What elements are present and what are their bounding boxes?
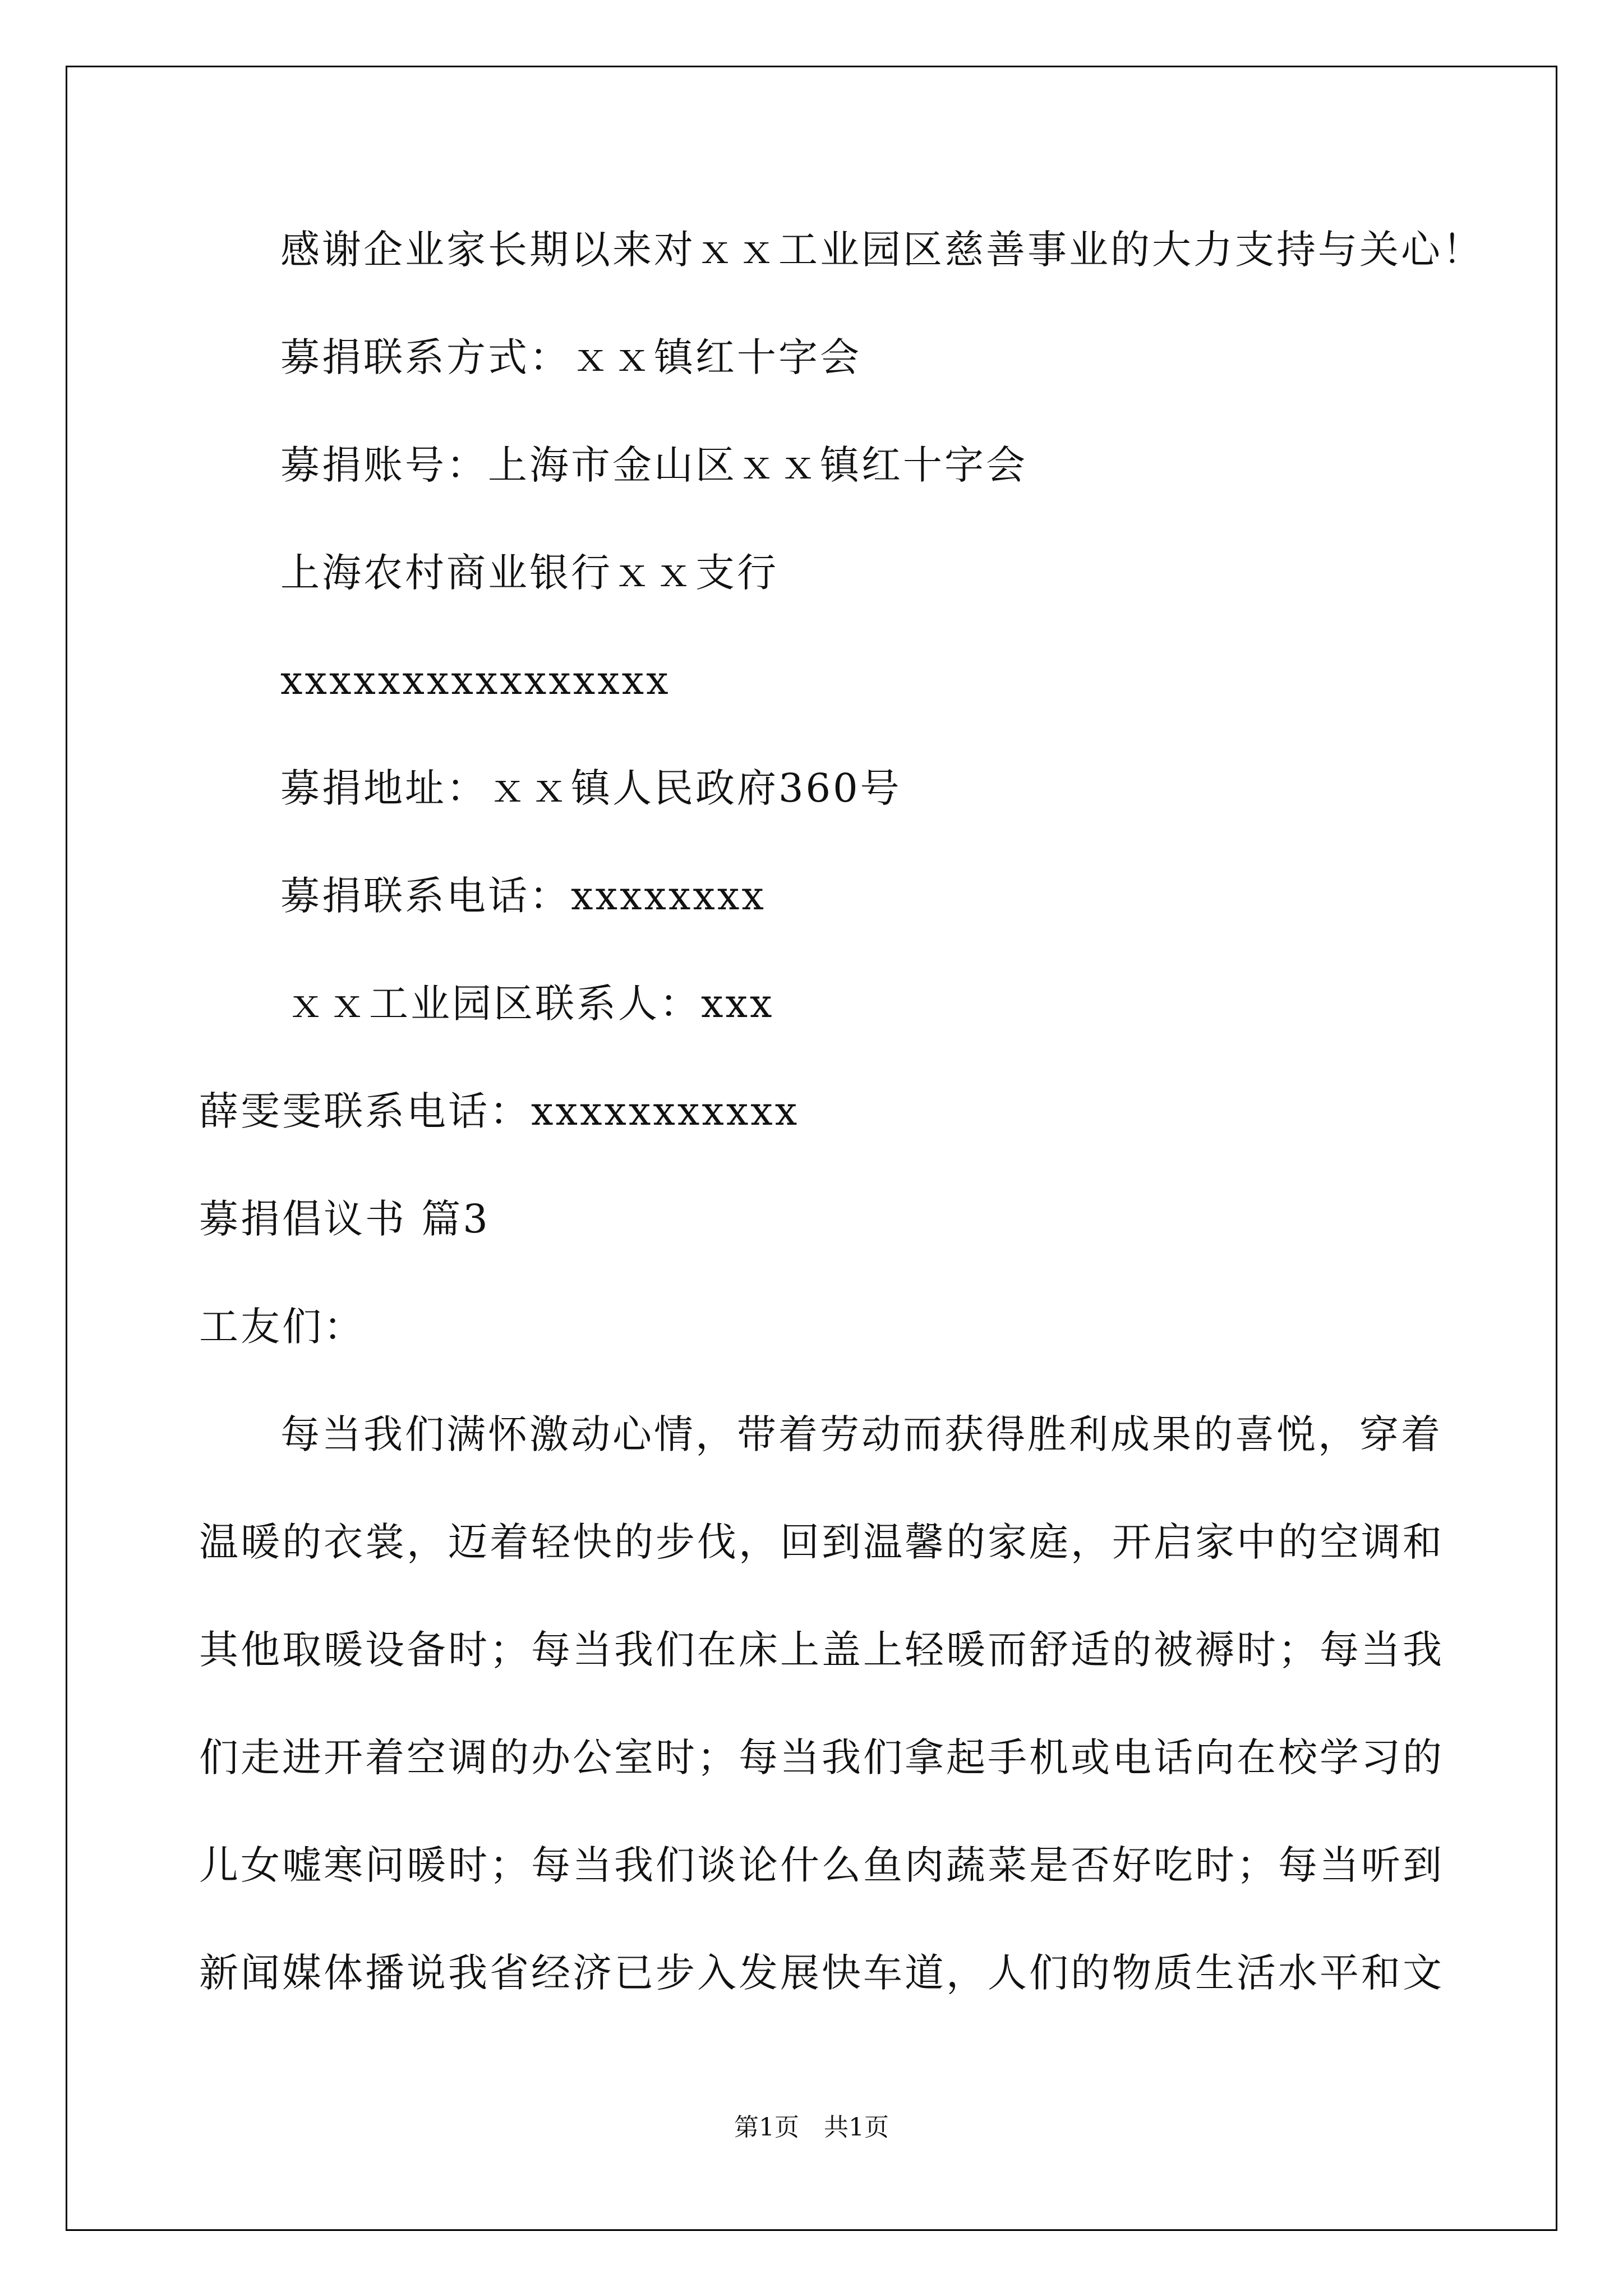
text-line: 新闻媒体播说我省经济已步入发展快车道，人们的物质生活水平和文 [199,1950,1444,1996]
text-line: 感谢企业家长期以来对ｘｘ工业园区慈善事业的大力支持与关心！ [280,227,1484,273]
text-line: 募捐账号：上海市金山区ｘｘ镇红十字会 [280,442,1027,488]
salutation: 工友们： [199,1304,365,1350]
text-line: 每当我们满怀激动心情，带着劳动而获得胜利成果的喜悦，穿着 [280,1411,1442,1457]
text-line: xxxxxxxxxxxxxxxx [280,657,671,703]
page-footer: 第1页 共1页 [734,2113,889,2142]
text-line: 募捐联系电话：xxxxxxxx [280,873,766,919]
text-line: 温暖的衣裳，迈着轻快的步伐，回到温馨的家庭，开启家中的空调和 [199,1519,1444,1565]
text-line: 薛雯雯联系电话：xxxxxxxxxxx [199,1088,800,1134]
text-line: ｘｘ工业园区联系人：xxx [286,981,774,1027]
text-line: 儿女嘘寒问暖时；每当我们谈论什么鱼肉蔬菜是否好吃时；每当听到 [199,1842,1444,1888]
section-heading: 募捐倡议书 篇3 [199,1196,490,1242]
text-line: 募捐地址：ｘｘ镇人民政府360号 [280,765,902,811]
text-line: 上海农村商业银行ｘｘ支行 [280,550,778,596]
text-line: 们走进开着空调的办公室时；每当我们拿起手机或电话向在校学习的 [199,1734,1444,1780]
text-line: 其他取暖设备时；每当我们在床上盖上轻暖而舒适的被褥时；每当我 [199,1627,1444,1673]
text-line: 募捐联系方式：ｘｘ镇红十字会 [280,334,861,380]
